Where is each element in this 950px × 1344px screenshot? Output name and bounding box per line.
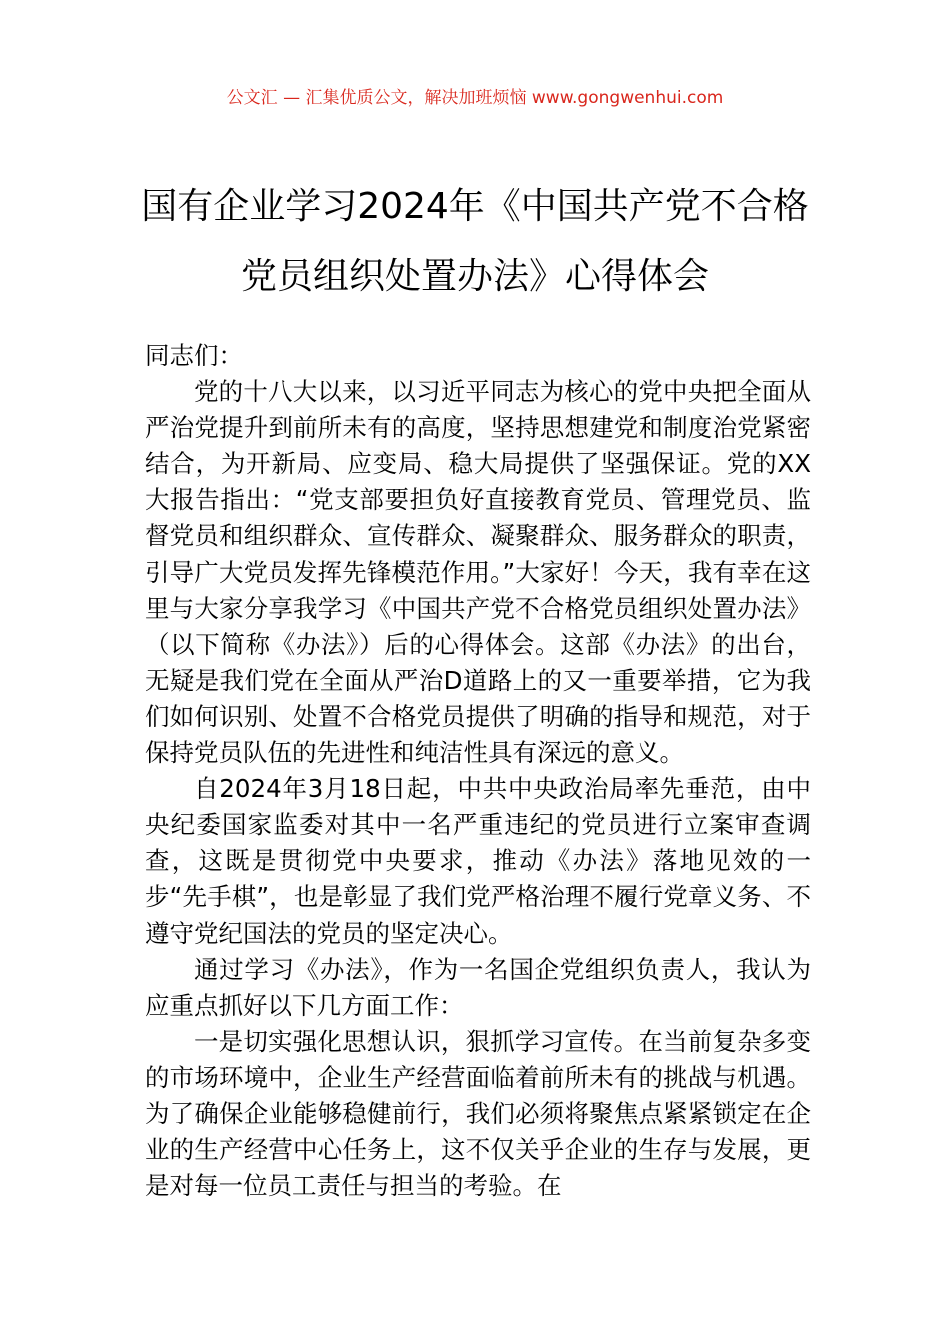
salutation: 同志们：: [145, 341, 243, 370]
document-body: [145, 338, 811, 1204]
paragraph: 一是切实强化思想认识，狠抓学习宣传。在当前复杂多变的市场环境中，企业生产经营面临着前所未有的挑战与机遇。为了确保企业能够稳健前行，我们必须将聚焦点紧紧锁定在企业的生产经营中心任务上，这不仅关乎企业的生存与发展，更是对每一位员工责任与担当的考验。在: [145, 1026, 811, 1201]
paragraph: 自2024年3月18日起，中共中央政治局率先垂范，由中央纪委国家监委对其中一名严重违纪的党员进行立案审查调查，这既是贯彻党中央要求，推动《办法》落地见效的一步“先手棋”，也是彰显了我们党严格治理不履行党章义务、不遵守党纪国法的党员的坚定决心。: [145, 774, 811, 948]
paragraph: 党的十八大以来，以习近平同志为核心的党中央把全面从严治党提升到前所未有的高度，坚持思想建党和制度治党紧密结合，为开新局、应变局、稳大局提供了坚强保证。党的XX大报告指出：“党支部要担负好直接教育党员、管理党员、监督党员和组织群众、宣传群众、凝聚群众、服务群众的职责，引导广大党员发挥先锋模范作用。”大家好！今天，我有幸在这里与大家分享我学习《中国共产党不合格党员组织处置办法》（以下简称《办法》）后的心得体会。这部《办法》的出台，无疑是我们党在全面从严治D道路上的又一重要举措，它为我们如何识别、处置不合格党员提供了明确的指导和规范，对于保持党员队伍的先进性和纯洁性具有深远的意义。: [145, 377, 811, 768]
document-title: [100, 172, 850, 312]
title-line-1: 国有企业学习2024年《中国共产党不合格: [141, 186, 809, 227]
site-banner: 公文汇 — 汇集优质公文，解决加班烦恼 www.gongwenhui.com: [226, 88, 724, 108]
paragraph: 通过学习《办法》，作为一名国企党组织负责人，我认为应重点抓好以下几方面工作：: [145, 954, 811, 1020]
title-line-2: 党员组织处置办法》心得体会: [240, 256, 709, 297]
